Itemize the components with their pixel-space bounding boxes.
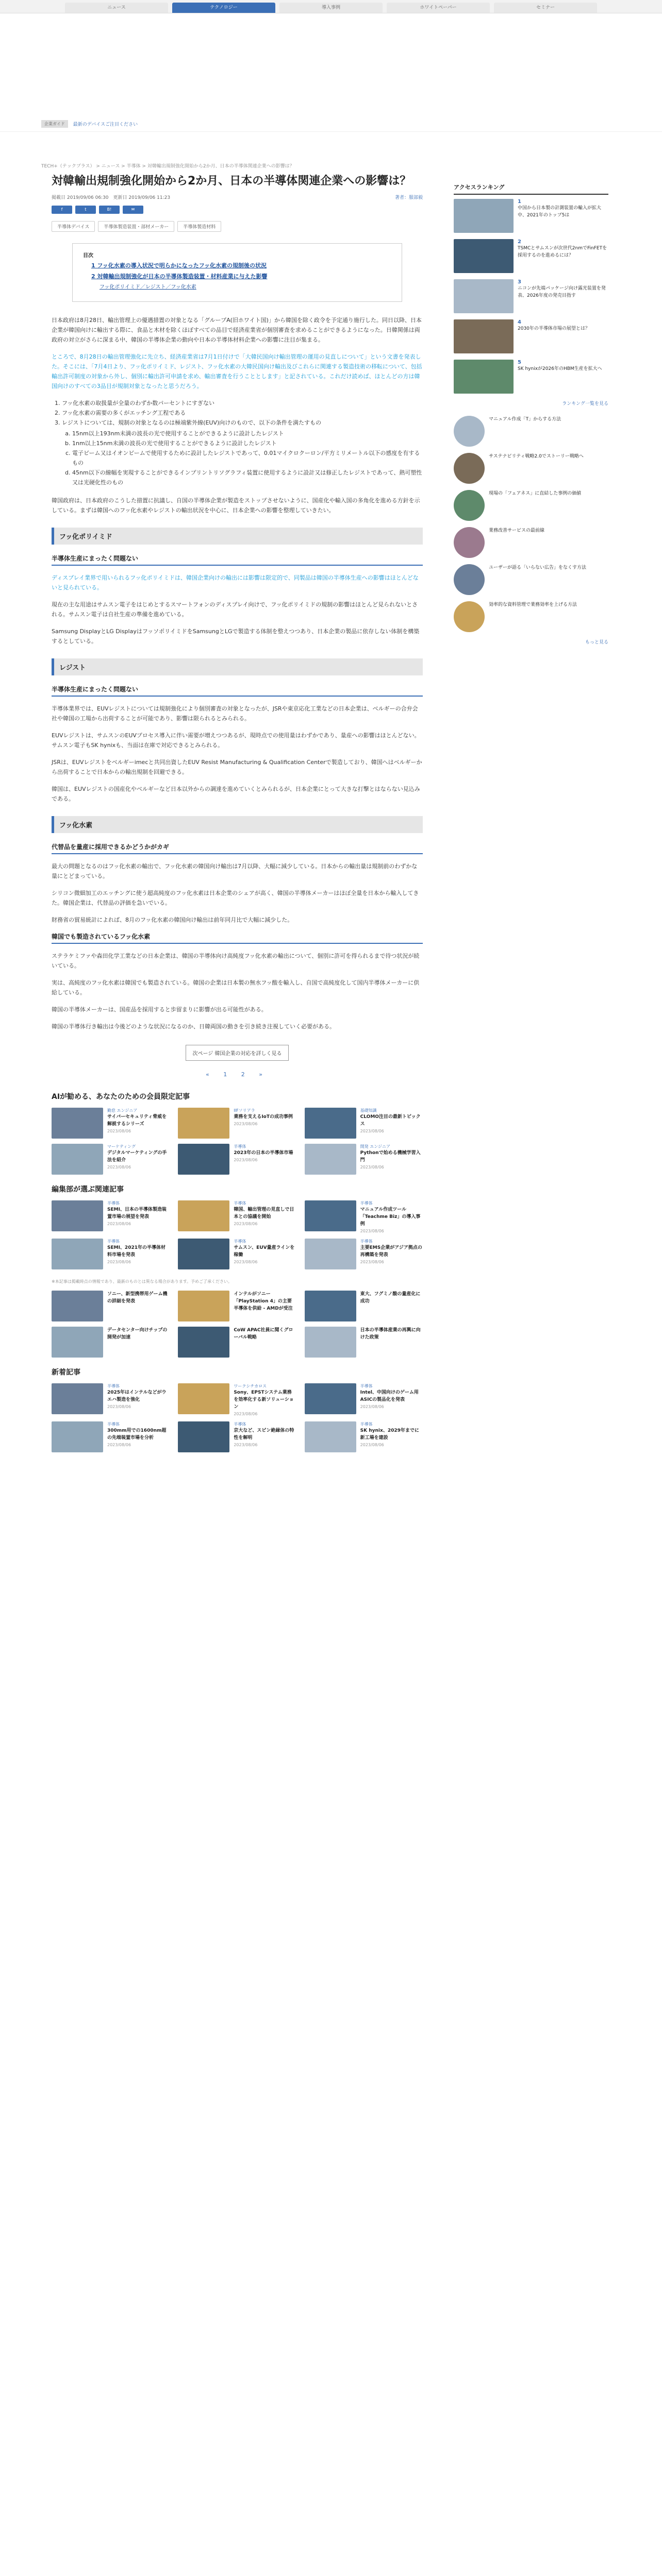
article-category: 半導体 [234, 1239, 246, 1244]
article-thumbnail[interactable] [52, 1108, 103, 1139]
article-card[interactable] [178, 1144, 296, 1175]
ranking-item[interactable] [454, 239, 608, 273]
article-sublist [72, 429, 423, 487]
article-paragraph: 最大の問題となるのはフッ化水素の輸出で、フッ化水素の韓国向け輸出は7月以降、大幅に減少している。日本からの輸出量は規制前のわずかな量にとどまっている。 [52, 863, 418, 879]
ranking-text [518, 279, 608, 299]
article-thumbnail[interactable] [305, 1239, 356, 1269]
subsection-heading: 半導体生産にまったく問題ない [52, 554, 423, 566]
ad-title[interactable]: ユーザーが語る「いらない広告」をなくす方法 [489, 565, 587, 570]
article-card-text [234, 1144, 293, 1162]
article-thumbnail[interactable] [178, 1291, 229, 1321]
tag-item[interactable]: 半導体製造材料 [177, 221, 221, 232]
pagination [52, 1071, 423, 1078]
ad-title[interactable]: 業務改善サービスの最前線 [489, 528, 545, 533]
article-author[interactable]: 著者：服部毅 [394, 195, 423, 200]
toc-title: 目次 [83, 253, 93, 259]
article-card-text [360, 1383, 423, 1409]
article-thumbnail[interactable] [305, 1108, 356, 1139]
pr-notice: ※本記事は掲載時点の情報であり、最新のものとは異なる場合があります。予めご了承ください。 [52, 1279, 233, 1284]
article-thumbnail[interactable] [305, 1144, 356, 1175]
tag-item[interactable]: 半導体製造装置・部材メーカー [98, 221, 174, 232]
ad-thumbnail[interactable] [454, 453, 485, 484]
article-paragraph: シリコン微細加工のエッチングに使う超高純度のフッ化水素は日本企業のシェアが高く、韓国の半導体メーカーはほぼ全量を日本から輸入してきた。韓国企業は、代替品の評価を急いでいる。 [52, 890, 419, 906]
article-card-title[interactable]: 2025年はインテルなどがウエハ製造を強化 [107, 1390, 167, 1402]
article-card-text [107, 1327, 170, 1341]
article-card-title[interactable]: CoW APAC社員に聞くグローバル戦略 [234, 1328, 293, 1340]
ranking-item[interactable] [454, 360, 608, 394]
sidebar-ad-item[interactable] [454, 527, 608, 558]
article-category: 半導体 [360, 1422, 373, 1427]
article-tags [52, 221, 423, 232]
article-paragraph: Samsung DisplayとLG DisplayはフッソポリイミドをSamsungとLGで製造する体制を整えつつあり、日本企業の製品に依存しない体制を構築するとしている。 [52, 628, 420, 645]
article-thumbnail[interactable] [305, 1327, 356, 1358]
ranking-item[interactable] [454, 279, 608, 313]
top-nav [0, 0, 662, 13]
article-card-title[interactable]: デジタルマーケティングの手法を紹介 [107, 1150, 167, 1163]
tag-item[interactable]: 半導体デバイス [52, 221, 95, 232]
toc-item[interactable]: 2 対韓輸出規制強化が日本の半導体製造装置・材料産業に与えた影響 [91, 273, 268, 280]
article-category: マーケティング [107, 1144, 136, 1149]
article-category: 半導体 [107, 1201, 120, 1206]
toc-item[interactable]: フッ化ポリイミド／レジスト／フッ化水素 [100, 284, 196, 290]
article-card-title[interactable]: Sony、EPSTシステム業務を効率化する新ソリューション [234, 1390, 294, 1410]
article-thumbnail[interactable] [52, 1291, 103, 1321]
article-card-text [360, 1327, 423, 1341]
top-nav-tab-seminar[interactable]: セミナー [494, 3, 597, 13]
ad-title[interactable]: サステナビリティ戦略2.0でストーリー戦略へ [489, 454, 584, 459]
ranking-item[interactable] [454, 319, 608, 353]
article-date: 2023/08/06 [234, 1122, 258, 1126]
sidebar-ad-item[interactable] [454, 601, 608, 632]
article-main [52, 170, 423, 1462]
article-card[interactable] [178, 1291, 296, 1321]
article-card[interactable] [178, 1200, 296, 1233]
article-meta [52, 194, 423, 200]
recommend-grid [52, 1108, 423, 1175]
ranking-list [454, 199, 608, 394]
article-card-text [107, 1239, 170, 1264]
article-card[interactable] [305, 1291, 423, 1321]
section-heading-hf: フッ化水素 [52, 816, 423, 833]
sidebar-ad-item[interactable] [454, 453, 608, 484]
article-category: 半導体 [234, 1422, 246, 1427]
ranking-number: 5 [518, 360, 521, 365]
article-card[interactable] [178, 1239, 296, 1269]
top-nav-tab-news[interactable]: ニュース [65, 3, 168, 13]
article-thumbnail[interactable] [305, 1383, 356, 1414]
top-nav-tab-tech[interactable]: テクノロジー [172, 3, 275, 13]
article-card[interactable] [52, 1421, 170, 1452]
article-card[interactable] [305, 1144, 423, 1175]
ad-thumbnail[interactable] [454, 527, 485, 558]
editor-section-title: 編集部が選ぶ関連記事 [52, 1185, 124, 1194]
article-card-title[interactable]: SK hynix、2029年までに新工場を建設 [360, 1428, 419, 1440]
article-thumbnail[interactable] [305, 1421, 356, 1452]
article-thumbnail[interactable] [178, 1327, 229, 1358]
article-card-title[interactable]: CLOMO注目の最新トピックス [360, 1114, 421, 1127]
article-card[interactable] [178, 1327, 296, 1358]
sidebar-ad-item[interactable] [454, 564, 608, 595]
ranking-item[interactable] [454, 199, 608, 233]
article-card[interactable] [52, 1200, 170, 1233]
article-card-text [107, 1421, 170, 1447]
article-card-title[interactable]: 300mm用での1600nm超の先端装置市場を分析 [107, 1428, 167, 1440]
ranking-number: 4 [518, 319, 521, 325]
ranking-title-text[interactable]: SK hynixが2026年のHBM生産を拡大へ [518, 366, 602, 371]
breadcrumb[interactable]: TECH+（テックプラス） > ニュース > 半導体 > 対韓輸出規制強化開始から2か月、日本の半導体関連企業への影響は？ [41, 164, 294, 169]
article-card-text [360, 1239, 423, 1264]
article-thumbnail[interactable] [305, 1291, 356, 1321]
ranking-more-link[interactable]: ランキング一覧を見る [562, 401, 608, 406]
list-item: c. 電子ビーム又はイオンビームで使用するために設計したレジストであって、0.01マイクロクーロン/平方ミリメートル以下の感度を有するもの [72, 448, 423, 468]
article-date: 2023/08/06 [360, 1129, 384, 1133]
article-card-text [360, 1421, 423, 1447]
article-category: 半導体 [360, 1384, 373, 1388]
ad-thumbnail[interactable] [454, 490, 485, 521]
article-category: 半導体 [360, 1201, 373, 1206]
article-category: 勤怠 エンジニア [107, 1108, 138, 1113]
ranking-text [518, 319, 590, 332]
article-paragraph: 現在の主な用途はサムスン電子をはじめとするスマートフォンのディスプレイ向けで、フッ化ポリイミドの規制の影響はほとんど見られないとされる。サムスン電子は自社生産の準備を進めている。 [52, 601, 418, 618]
sidebar-ad-item[interactable] [454, 490, 608, 521]
article-card-text [234, 1421, 296, 1447]
ranking-title-text[interactable]: ニコンが先端パッケージ向け露光装置を発表、2026年度の発売目指す [518, 286, 606, 298]
ad-thumbnail[interactable] [454, 601, 485, 632]
article-card[interactable] [305, 1239, 423, 1269]
article-card-text [234, 1383, 296, 1416]
sub-header-link[interactable]: 最新のデバイスご注目ください [73, 122, 138, 127]
article-card[interactable] [52, 1144, 170, 1175]
ranking-text [518, 239, 608, 259]
article-date: 2023/08/06 [234, 1260, 258, 1264]
list-item: 1. フッ化水素の取扱量が全量のわずか数パーセントにすぎない [62, 398, 423, 408]
article-card-title[interactable]: データセンター向けチップの開発が加速 [107, 1328, 168, 1340]
article-card-title[interactable]: マニュアル作成ツール「Teachme Biz」の導入事例 [360, 1207, 421, 1227]
article-card-text [360, 1144, 423, 1170]
article-category: IIFソリアラ [234, 1108, 255, 1113]
article-date: 2023/08/06 [107, 1443, 131, 1447]
article-thumbnail[interactable] [52, 1421, 103, 1452]
article-highlight-paragraph: ディスプレイ業界で用いられるフッ化ポリイミドは、韓国企業向けの輸出には影響は限定的で、同製品は韓国の半導体生産への影響はほとんどないと見られている。 [52, 574, 419, 591]
next-page-button[interactable]: 次ページ 韓国企業の対応を詳しく見る [186, 1045, 289, 1061]
article-paragraph: 半導体業界では、EUVレジストについては規制強化により個別審査の対象となったが、JSRや東京応化工業などの日本企業は、ベルギーの合弁会社や韓国の工場から出荷することが可能であり、影響は限られるとみられる。 [52, 705, 418, 722]
mail-share-button[interactable]: ✉ [123, 206, 143, 214]
ranking-number: 3 [518, 279, 521, 285]
subsection-heading: 韓国でも製造されているフッ化水素 [52, 932, 423, 944]
top-nav-tab-cases[interactable]: 導入事例 [279, 3, 383, 13]
latest-section-title: 新着記事 [52, 1368, 80, 1377]
top-nav-tab-whitepaper[interactable]: ホワイトペーパー [387, 3, 490, 13]
article-card-text [234, 1200, 296, 1226]
ranking-title: アクセスランキング [454, 183, 608, 195]
article-card-title[interactable]: 業務を支えるIoTの成功事例 [234, 1114, 293, 1120]
hatena-share-button[interactable]: B! [99, 206, 120, 214]
ranking-text [518, 360, 602, 372]
article-date: 2023/08/06 [360, 1260, 384, 1264]
article-card-title[interactable]: Intel、中国向けのゲーム用ASICの製品化を発表 [360, 1390, 419, 1402]
article-card[interactable] [178, 1108, 296, 1139]
subsection-heading: 半導体生産にまったく問題ない [52, 685, 423, 697]
article-category: 半導体 [107, 1239, 120, 1244]
sub-header [0, 116, 662, 132]
ad-title[interactable]: マニュアル作成「T」からする方法 [489, 417, 561, 422]
ranking-thumbnail[interactable] [454, 319, 514, 353]
list-item: 3. レジストについては、規制の対象となるのは極端紫外線(EUV)向けのもので、以下の条件を満たすもの a. 15nm以上193nm未満の波長の光で使用することができるように設計したレジスト b. 1nm以上15nm未満の波長の光で使用することができるように設計したレジスト c. 電子ビーム又はイオンビームで使用するために設計したレジストであって、0.01マイクロクーロン/平方ミリメートル以下の感度を有するもの d. 45nm以下の線幅を実現することができるインプリントリソグラフィ装置に使用するように設計又は修正したレジストであって、熱可塑性又は光硬化性のもの [62, 418, 423, 487]
article-card-title[interactable]: ソニー、新型携帯用ゲーム機の詳細を発表 [107, 1292, 168, 1304]
article-category: 基礎知識 [360, 1108, 377, 1113]
article-card-text [234, 1291, 296, 1312]
sub-header-badge: 企業ガイド [41, 120, 68, 128]
ranking-title-text[interactable]: 中国から日本製の計測装置の輸入が拡大中、2021年のトップ5は [518, 206, 602, 218]
ads-more-link[interactable]: もっと見る [585, 640, 608, 645]
article-date: 掲載日 2019/09/06 06:30 更新日 2019/09/06 11:23 [52, 195, 171, 200]
article-card[interactable] [305, 1383, 423, 1416]
ranking-number: 2 [518, 239, 521, 245]
pager-page-1[interactable]: 1 [223, 1071, 234, 1078]
article-paragraph: 韓国は、EUVレジストの国産化やベルギーなど日本以外からの調達を進めていくとみられるが、日本企業にとって大きな打撃とはならない見込みである。 [52, 786, 420, 802]
article-date: 2023/08/06 [107, 1404, 131, 1409]
article-thumbnail[interactable] [52, 1327, 103, 1358]
list-item: b. 1nm以上15nm未満の波長の光で使用することができるように設計したレジスト [72, 438, 423, 448]
article-date: 2023/08/06 [234, 1443, 258, 1447]
article-card[interactable] [52, 1239, 170, 1269]
article-date: 2023/08/06 [234, 1222, 258, 1226]
ad-title[interactable]: 現場の「フェアネス」に直結した事例の価値 [489, 491, 582, 496]
article-card-title[interactable]: 2023年の日本の半導体市場 [234, 1150, 293, 1156]
article-card-text [107, 1200, 170, 1226]
article-date: 2023/08/06 [360, 1404, 384, 1409]
header-space [0, 13, 662, 116]
article-paragraph: 実は、高純度のフッ化水素は韓国でも製造されている。韓国の企業は日本製の無水フッ酸を輸入し、自国で高純度化して国内半導体メーカーに供給している。 [52, 979, 420, 996]
twitter-share-button[interactable]: t [75, 206, 96, 214]
article-card-title[interactable]: 東大、フグミノ酸の量産化に成功 [360, 1292, 421, 1304]
article-paragraph: EUVレジストは、サムスンのEUVプロセス導入に伴い需要が増えつつあるが、現時点での使用量はわずかであり、量産への影響はほとんどない。サムスン電子もSK hynixも、当面は在庫で対応できるとみられる。 [52, 732, 420, 749]
article-card-title[interactable]: インテルがソニー「PlayStation 4」の主要半導体を供給 - AMDが受注 [234, 1292, 293, 1311]
article-card-title[interactable]: 日本の半導体産業の再興に向けた政策 [360, 1328, 421, 1340]
article-category: 半導体 [107, 1384, 120, 1388]
article-card[interactable] [52, 1327, 170, 1358]
article-category: ワークシチカロス [234, 1384, 267, 1388]
article-paragraph: 韓国の半導体メーカーは、国産品を採用すると歩留まりに影響が出る可能性がある。 [52, 1006, 267, 1013]
article-thumbnail[interactable] [178, 1239, 229, 1269]
article-card-title[interactable]: 韓国、輸出管理の見直しで日本との協議を開始 [234, 1207, 294, 1219]
article-card-title[interactable]: サイバーセキュリティ脅威を解説するシリーズ [107, 1114, 167, 1127]
article-category: 開発 エンジニア [360, 1144, 390, 1149]
ad-thumbnail[interactable] [454, 564, 485, 595]
subsection-heading: 代替品を量産に採用できるかどうかがカギ [52, 842, 423, 854]
article-card-title[interactable]: SEMI、日本の半導体製造装置市場の展望を発表 [107, 1207, 167, 1219]
article-card[interactable] [305, 1327, 423, 1358]
article-paragraph: JSRは、EUVレジストをベルギーimecと共同出資したEUV Resist Manufacturing & Qualification Centerで製造しており、韓国へはベルギーから出荷することで日本からの輸出規制を回避できる。 [52, 759, 422, 775]
article-paragraph: ステラケミファや森田化学工業などの日本企業は、韓国の半導体向け高純度フッ化水素の輸出について、個別に許可を得られるまで待つ状況が続いている。 [52, 953, 420, 969]
article-date: 2023/08/06 [234, 1412, 258, 1416]
article-thumbnail[interactable] [178, 1421, 229, 1452]
article-thumbnail[interactable] [52, 1383, 103, 1414]
ranking-thumbnail[interactable] [454, 360, 514, 394]
ranking-thumbnail[interactable] [454, 199, 514, 233]
article-card-text [107, 1291, 170, 1305]
article-category: 半導体 [360, 1239, 373, 1244]
article-date: 2023/08/06 [360, 1443, 384, 1447]
article-card-text [234, 1327, 296, 1341]
toc-item[interactable]: 1 フッ化水素の導入状況で明らかになったフッ化水素の規制後の状況 [91, 262, 267, 269]
article-date: 2023/08/06 [234, 1158, 258, 1162]
article-date: 2023/08/06 [107, 1165, 131, 1170]
article-paragraph: 韓国政府は、日本政府のこうした措置に抗議し、自国の半導体企業が製造をストップさせないように、国産化や輸入国の多角化を進める方針を示している。まずは韓国へのフッ化水素やレジストの輸出状況を中心に、日本企業への影響を整理していきたい。 [52, 497, 420, 514]
article-date: 2023/08/06 [360, 1229, 384, 1233]
pager-last[interactable]: » [259, 1071, 269, 1078]
sidebar [454, 183, 608, 654]
article-card-title[interactable]: サムスン、EUV量産ラインを稼働 [234, 1245, 295, 1258]
article-card-text [234, 1108, 293, 1126]
article-card-text [360, 1291, 423, 1305]
article-card-text [107, 1383, 170, 1409]
article-category: 半導体 [234, 1144, 246, 1149]
section-heading-polyimide: フッ化ポリイミド [52, 528, 423, 545]
article-category: 半導体 [107, 1422, 120, 1427]
article-card-title[interactable]: 京大など、スピン絶縁体の特性を解明 [234, 1428, 294, 1440]
article-card-text [360, 1108, 423, 1133]
article-highlight-paragraph: ところで、8月28日の輸出管理強化に先立ち、経済産業省は7月1日付けで「大韓民国向け輸出管理の運用の見直しについて」という文書を発表した。そこには、「7月4日より、フッ化ポリイミド、レジスト、フッ化水素の大韓民国向け輸出及びこれらに関連する製造技術の移転について、包括輸出許可制度の対象から外し、個別に輸出許可申請を求め、輸出審査を行うこととします」と記されている。これだけ読めば、ほとんどの方は韓国向けのすべての3品目が規制対象となったと思うだろう。 [52, 353, 422, 389]
article-card[interactable] [52, 1291, 170, 1321]
ad-thumbnail[interactable] [454, 416, 485, 447]
article-thumbnail[interactable] [178, 1200, 229, 1231]
recommend-section-title: AIが勧める、あなたのための会員限定記事 [52, 1093, 190, 1101]
article-card[interactable] [305, 1200, 423, 1233]
article-list [62, 398, 423, 487]
ad-title[interactable]: 効率的な資料管理で業務効率を上げる方法 [489, 602, 577, 607]
ranking-number: 1 [518, 199, 521, 205]
sidebar-ad-item[interactable] [454, 416, 608, 447]
article-card-text [234, 1239, 296, 1264]
article-date: 2023/08/06 [360, 1165, 384, 1170]
pr-grid [52, 1291, 423, 1358]
ranking-text [518, 199, 608, 219]
article-paragraph: 韓国の半導体行き輸出は今後どのような状況になるのか、日韓両国の動きを引き続き注視していく必要がある。 [52, 1023, 335, 1030]
list-item: d. 45nm以下の線幅を実現することができるインプリントリソグラフィ装置に使用するように設計又は修正したレジストであって、熱可塑性又は光硬化性のもの [72, 468, 423, 487]
article-category: 半導体 [234, 1201, 246, 1206]
article-paragraph: 財務省の貿易統計によれば、8月のフッ化水素の韓国向け輸出は前年同月比で大幅に減少した。 [52, 917, 293, 923]
article-card-text [107, 1144, 170, 1170]
article-card[interactable] [52, 1383, 170, 1416]
article-thumbnail[interactable] [178, 1108, 229, 1139]
section-heading-resist: レジスト [52, 658, 423, 675]
ranking-thumbnail[interactable] [454, 279, 514, 313]
article-thumbnail[interactable] [52, 1200, 103, 1231]
article-date: 2023/08/06 [107, 1260, 131, 1264]
article-title: 対韓輸出規制強化開始から2か月、日本の半導体関連企業への影響は？ [52, 175, 411, 188]
article-card[interactable] [305, 1108, 423, 1139]
ranking-title-text[interactable]: TSMCとサムスンが次世代2nmでFinFETを採用するのを進めるには？ [518, 246, 607, 258]
article-card-text [360, 1200, 423, 1233]
article-thumbnail[interactable] [178, 1383, 229, 1414]
article-thumbnail[interactable] [305, 1200, 356, 1231]
share-buttons [52, 206, 423, 214]
list-item: a. 15nm以上193nm未満の波長の光で使用することができるように設計したレジスト [72, 429, 423, 438]
table-of-contents [72, 243, 402, 302]
article-card[interactable] [178, 1421, 296, 1452]
article-card[interactable] [52, 1108, 170, 1139]
sidebar-ad-list [454, 416, 608, 632]
article-card-text [107, 1108, 170, 1133]
article-card-title[interactable]: 主要EMS企業がアジア拠点の再構築を発表 [360, 1245, 422, 1258]
article-thumbnail[interactable] [178, 1144, 229, 1175]
ranking-title-text[interactable]: 2030年の半導体市場の展望とは？ [518, 326, 590, 331]
facebook-share-button[interactable]: f [52, 206, 72, 214]
latest-grid [52, 1383, 423, 1452]
article-thumbnail[interactable] [52, 1239, 103, 1269]
article-card[interactable] [305, 1421, 423, 1452]
article-card[interactable] [178, 1383, 296, 1416]
pager-first[interactable]: « [206, 1071, 216, 1078]
list-item: 2. フッ化水素の需要の多くがエッチング工程である [62, 408, 423, 418]
article-thumbnail[interactable] [52, 1144, 103, 1175]
pager-page-2[interactable]: 2 [241, 1071, 251, 1078]
ranking-thumbnail[interactable] [454, 239, 514, 273]
editor-grid [52, 1200, 423, 1269]
article-date: 2023/08/06 [107, 1222, 131, 1226]
article-card-title[interactable]: SEMI、2021年の半導体材料市場を発表 [107, 1245, 166, 1258]
article-date: 2023/08/06 [107, 1129, 131, 1133]
article-paragraph: 日本政府は8月28日、輸出管理上の優遇措置の対象となる「グループA(旧ホワイト国)」から韓国を除く政令を予定通り施行した。同日以降、日本企業が韓国向けに輸出する際に、食品と木材を除くほぼすべての品目で経済産業省が個別審査を求めることができるようになった。日韓関係は両政府の対立がさらに深まる中、韓国の半導体企業の動向や日本の半導体材料企業への影響に注目が集まる。 [52, 317, 422, 343]
article-card-title[interactable]: Pythonで始める機械学習入門 [360, 1150, 421, 1163]
